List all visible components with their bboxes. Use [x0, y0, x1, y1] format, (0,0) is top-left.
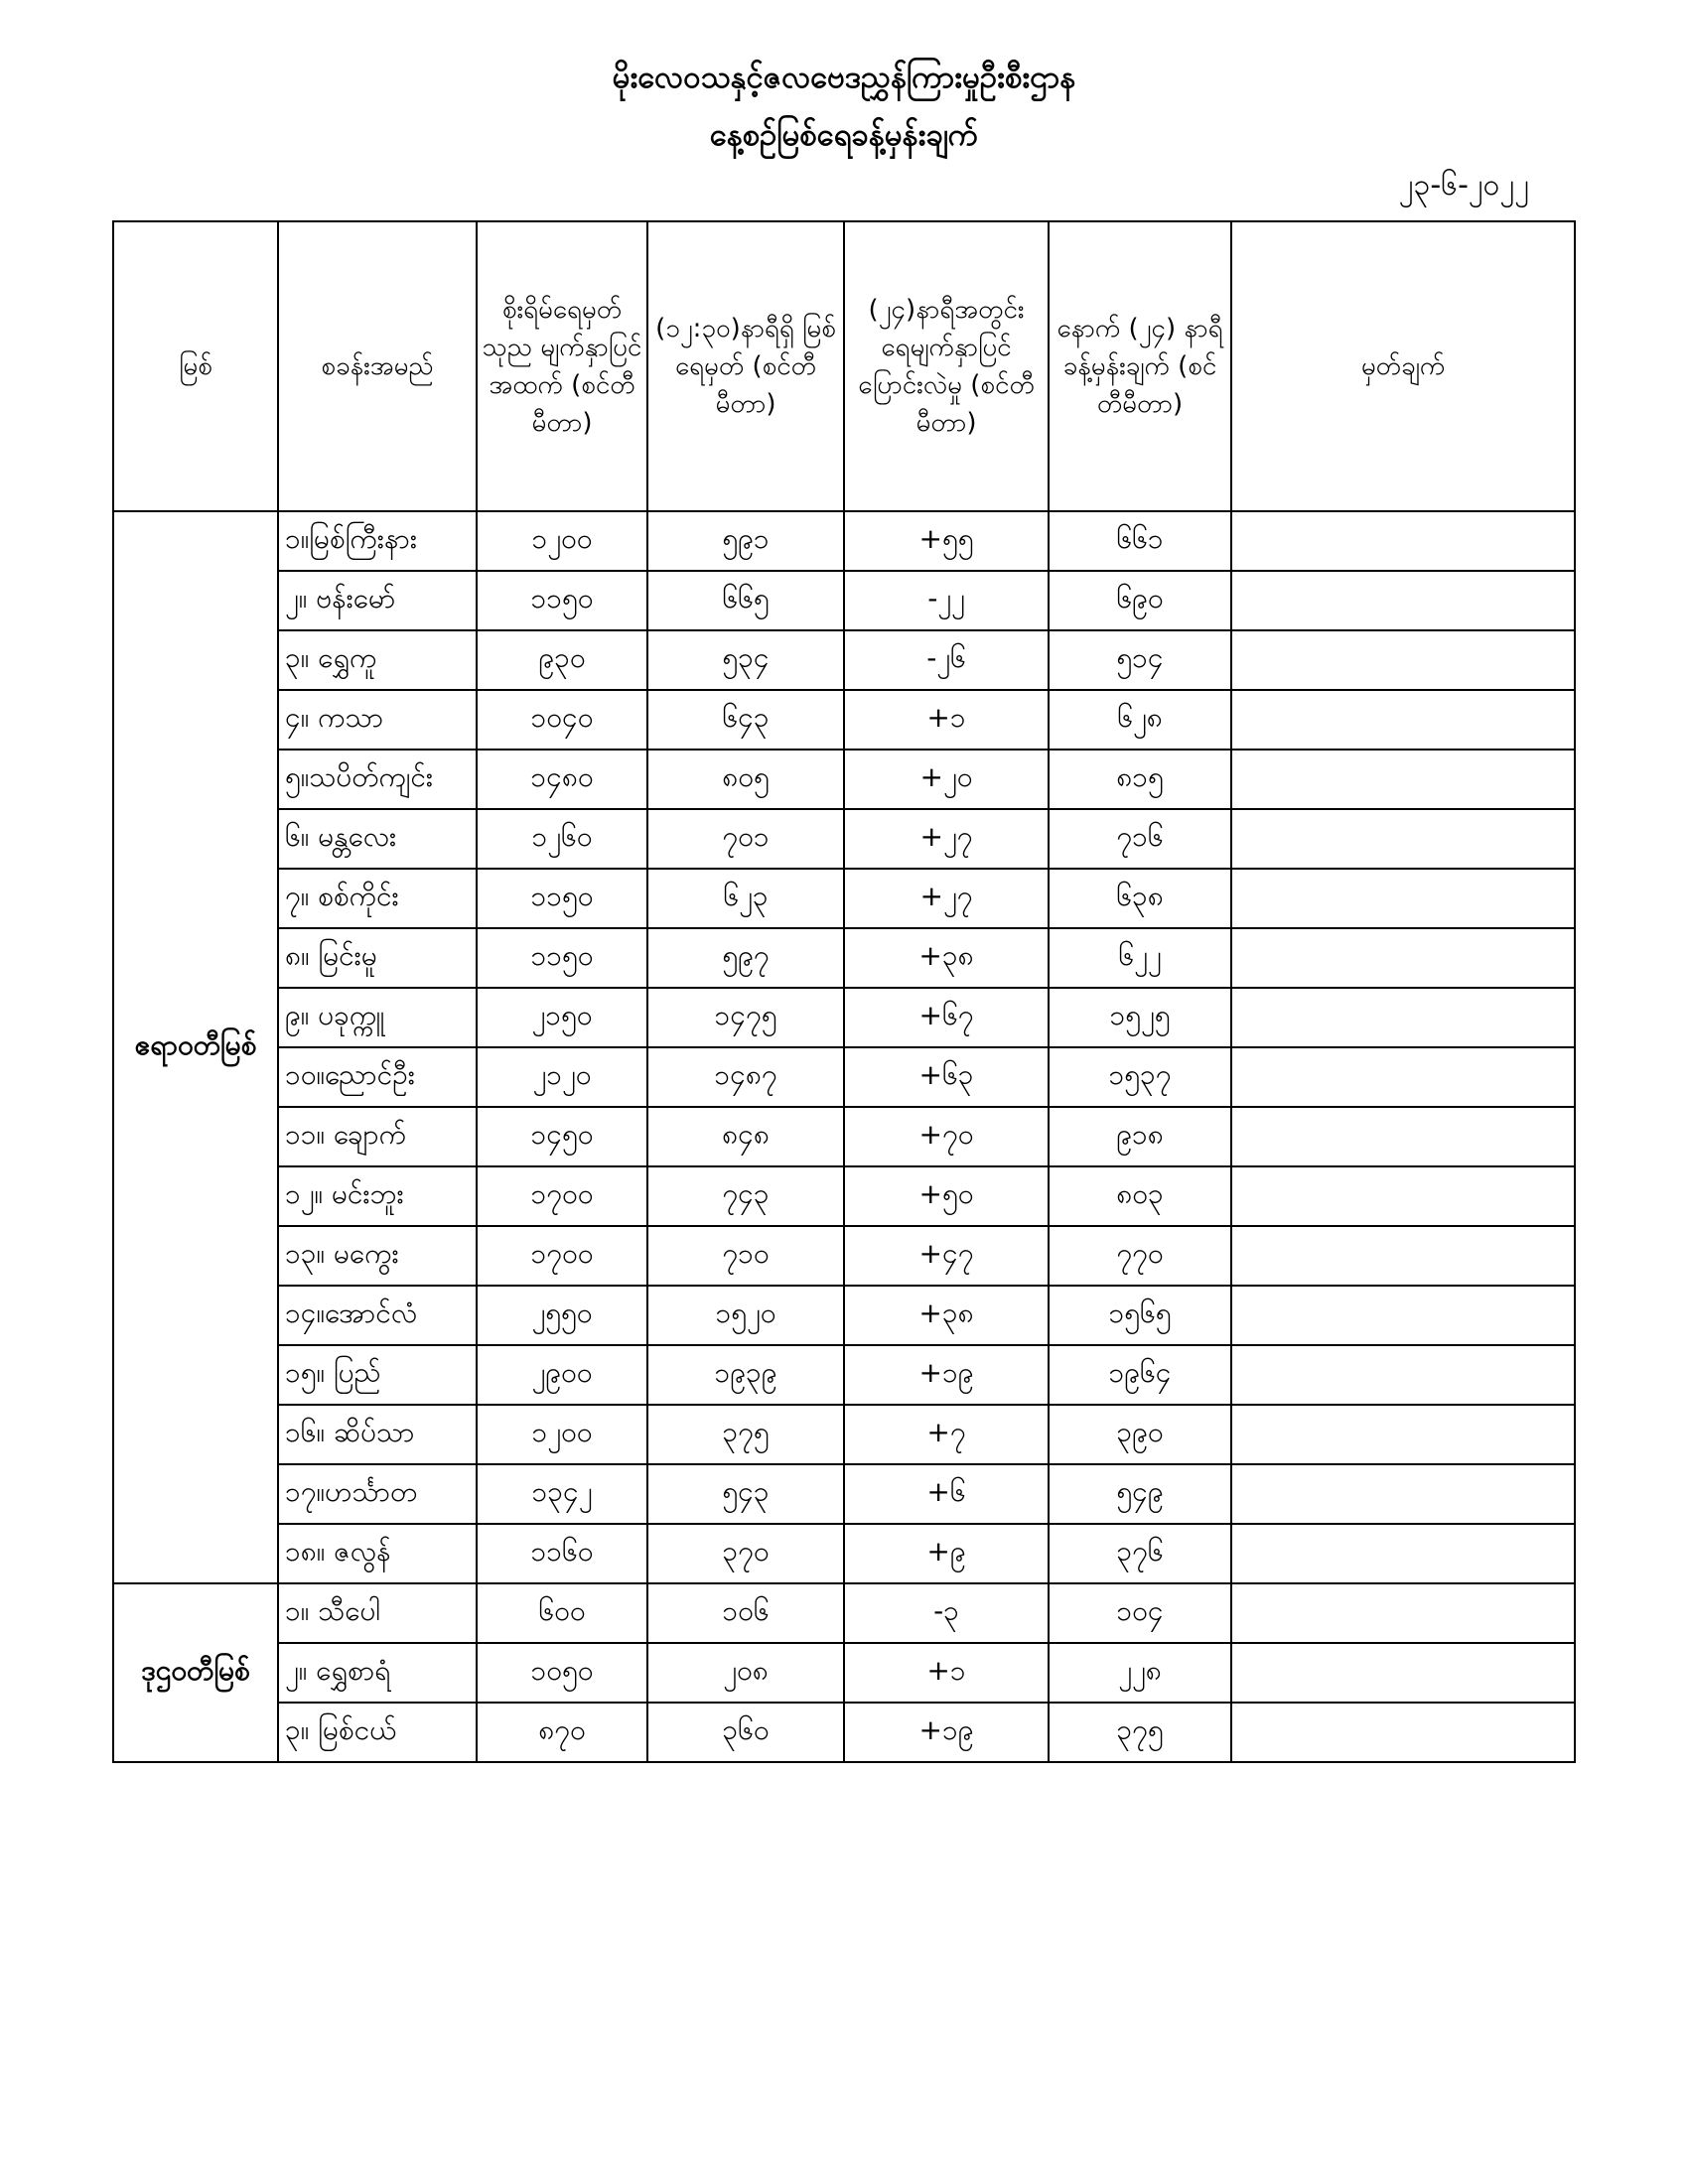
header-row	[113, 221, 1575, 511]
forecast-cell: ၅၄၉	[1049, 1464, 1231, 1524]
table-row	[113, 1524, 1575, 1583]
forecast-cell: ၁၅၃၇	[1049, 1047, 1231, 1107]
current-level-cell: ၇၁၀	[647, 1226, 844, 1286]
station-cell: ၂။ ရွှေစာရံ	[278, 1643, 477, 1703]
current-level-cell: ၃၇၅	[647, 1405, 844, 1464]
forecast-cell: ၆၉၀	[1049, 571, 1231, 630]
change-cell: +၅၀	[844, 1166, 1049, 1226]
station-cell: ၁၈။ ဇလွန်	[278, 1524, 477, 1583]
current-level-cell: ၁၉၃၉	[647, 1345, 844, 1405]
danger-level-cell: ၆၀၀	[477, 1583, 647, 1643]
forecast-cell: ၆၂၈	[1049, 690, 1231, 750]
remark-cell	[1231, 1226, 1575, 1286]
table-row	[113, 1107, 1575, 1166]
report-subtitle: နေ့စဉ်မြစ်ရေခန့်မှန်းချက်	[709, 117, 979, 153]
change-cell: -၃	[844, 1583, 1049, 1643]
table-row	[113, 1464, 1575, 1524]
station-cell: ၁၃။ မကွေး	[278, 1226, 477, 1286]
table-row	[113, 1286, 1575, 1345]
current-level-cell: ၅၉၁	[647, 511, 844, 571]
change-cell: +၇၀	[844, 1107, 1049, 1166]
col-header-station: စခန်းအမည်	[278, 221, 477, 511]
remark-cell	[1231, 1405, 1575, 1464]
change-cell: +၆၇	[844, 988, 1049, 1047]
current-level-cell: ၁၅၂၀	[647, 1286, 844, 1345]
table-row	[113, 571, 1575, 630]
current-level-cell: ၃၆၀	[647, 1703, 844, 1762]
report-date: ၂၃-၆-၂၀၂၂	[1398, 168, 1529, 203]
danger-level-cell: ၁၂၀၀	[477, 511, 647, 571]
forecast-cell: ၁၀၄	[1049, 1583, 1231, 1643]
forecast-cell: ၈၁၅	[1049, 750, 1231, 809]
danger-level-cell: ၁၀၄၀	[477, 690, 647, 750]
danger-level-cell: ၁၇၀၀	[477, 1226, 647, 1286]
station-cell: ၃။ မြစ်ငယ်	[278, 1703, 477, 1762]
station-cell: ၈။ မြင်းမူ	[278, 928, 477, 988]
danger-level-cell: ၈၇၀	[477, 1703, 647, 1762]
table-row	[113, 1703, 1575, 1762]
station-cell: ၆။ မန္တလေး	[278, 809, 477, 869]
change-cell: -၂၆	[844, 630, 1049, 690]
danger-level-cell: ၁၄၈၀	[477, 750, 647, 809]
station-cell: ၅။သပိတ်ကျင်း	[278, 750, 477, 809]
remark-cell	[1231, 988, 1575, 1047]
change-cell: +၆	[844, 1464, 1049, 1524]
station-cell: ၁၀။ညောင်ဦး	[278, 1047, 477, 1107]
current-level-cell: ၈၀၅	[647, 750, 844, 809]
danger-level-cell: ၁၄၅၀	[477, 1107, 647, 1166]
station-cell: ၁၆။ ဆိပ်သာ	[278, 1405, 477, 1464]
station-cell: ၄။ ကသာ	[278, 690, 477, 750]
current-level-cell: ၅၉၇	[647, 928, 844, 988]
col-header-forecast: နောက် (၂၄) နာရီ ခန့်မှန်းချက် (စင်တီမီတာ)	[1049, 221, 1231, 511]
river-forecast-table	[112, 220, 1576, 1763]
remark-cell	[1231, 750, 1575, 809]
table-row	[113, 1166, 1575, 1226]
current-level-cell: ၇၄၃	[647, 1166, 844, 1226]
forecast-cell: ၆၆၁	[1049, 511, 1231, 571]
danger-level-cell: ၂၉၀၀	[477, 1345, 647, 1405]
table-row	[113, 1583, 1575, 1643]
forecast-cell: ၅၁၄	[1049, 630, 1231, 690]
change-cell: +၁၉	[844, 1703, 1049, 1762]
table-row	[113, 809, 1575, 869]
change-cell: +၂၇	[844, 869, 1049, 928]
change-cell: +၆၃	[844, 1047, 1049, 1107]
danger-level-cell: ၁၂၀၀	[477, 1405, 647, 1464]
station-cell: ၇။ စစ်ကိုင်း	[278, 869, 477, 928]
danger-level-cell: ၁၁၅၀	[477, 571, 647, 630]
remark-cell	[1231, 690, 1575, 750]
remark-cell	[1231, 1464, 1575, 1524]
remark-cell	[1231, 511, 1575, 571]
forecast-cell: ၃၇၆	[1049, 1524, 1231, 1583]
change-cell: +၁	[844, 690, 1049, 750]
col-header-remark: မှတ်ချက်	[1231, 221, 1575, 511]
station-cell: ၁၄။အောင်လံ	[278, 1286, 477, 1345]
station-cell: ၂။ ဗန်းမော်	[278, 571, 477, 630]
report-title: မိုးလေဝသနှင့်ဇလဗေဒညွှန်ကြားမှုဦးစီးဌာန	[612, 60, 1076, 95]
forecast-cell: ၆၂၂	[1049, 928, 1231, 988]
current-level-cell: ၃၇၀	[647, 1524, 844, 1583]
river-name-cell: ဧရာဝတီမြစ်	[113, 511, 278, 1583]
station-cell: ၁၂။ မင်းဘူး	[278, 1166, 477, 1226]
forecast-cell: ၆၃၈	[1049, 869, 1231, 928]
remark-cell	[1231, 1047, 1575, 1107]
forecast-cell: ၂၂၈	[1049, 1643, 1231, 1703]
table-row	[113, 988, 1575, 1047]
change-cell: +၃၈	[844, 1286, 1049, 1345]
current-level-cell: ၁၄၇၅	[647, 988, 844, 1047]
table-row	[113, 630, 1575, 690]
table-row	[113, 511, 1575, 571]
remark-cell	[1231, 809, 1575, 869]
remark-cell	[1231, 571, 1575, 630]
table-row	[113, 1405, 1575, 1464]
station-cell: ၉။ ပခုက္ကူ	[278, 988, 477, 1047]
danger-level-cell: ၁၂၆၀	[477, 809, 647, 869]
forecast-cell: ၁၅၂၅	[1049, 988, 1231, 1047]
danger-level-cell: ၁၃၄၂	[477, 1464, 647, 1524]
remark-cell	[1231, 1107, 1575, 1166]
danger-level-cell: ၁၇၀၀	[477, 1166, 647, 1226]
danger-level-cell: ၁၀၅၀	[477, 1643, 647, 1703]
col-header-river: မြစ်	[113, 221, 278, 511]
col-header-change: (၂၄)နာရီအတွင်း ရေမျက်နှာပြင် ပြောင်းလဲမှု (စင်တီမီတာ)	[844, 221, 1049, 511]
station-cell: ၃။ ရွှေကူ	[278, 630, 477, 690]
change-cell: +၁	[844, 1643, 1049, 1703]
station-cell: ၁၁။ ချောက်	[278, 1107, 477, 1166]
table-row	[113, 690, 1575, 750]
table-row	[113, 1345, 1575, 1405]
danger-level-cell: ၁၁၆၀	[477, 1524, 647, 1583]
station-cell: ၁၅။ ပြည်	[278, 1345, 477, 1405]
remark-cell	[1231, 630, 1575, 690]
change-cell: +၅၅	[844, 511, 1049, 571]
river-name-cell: ဒုဌဝတီမြစ်	[113, 1583, 278, 1762]
current-level-cell: ၆၆၅	[647, 571, 844, 630]
danger-level-cell: ၁၁၅၀	[477, 928, 647, 988]
table-row	[113, 750, 1575, 809]
forecast-cell: ၃၇၅	[1049, 1703, 1231, 1762]
danger-level-cell: ၁၁၅၀	[477, 869, 647, 928]
remark-cell	[1231, 1345, 1575, 1405]
forecast-cell: ၁၉၆၄	[1049, 1345, 1231, 1405]
current-level-cell: ၇၀၁	[647, 809, 844, 869]
change-cell: +၇	[844, 1405, 1049, 1464]
forecast-cell: ၈၀၃	[1049, 1166, 1231, 1226]
change-cell: +၉	[844, 1524, 1049, 1583]
current-level-cell: ၆၂၃	[647, 869, 844, 928]
change-cell: +၂၀	[844, 750, 1049, 809]
table-row	[113, 928, 1575, 988]
current-level-cell: ၂၀၈	[647, 1643, 844, 1703]
danger-level-cell: ၂၁၂၀	[477, 1047, 647, 1107]
change-cell: +၄၇	[844, 1226, 1049, 1286]
danger-level-cell: ၉၃၀	[477, 630, 647, 690]
remark-cell	[1231, 1643, 1575, 1703]
current-level-cell: ၅၃၄	[647, 630, 844, 690]
remark-cell	[1231, 1286, 1575, 1345]
remark-cell	[1231, 1583, 1575, 1643]
table-row	[113, 1047, 1575, 1107]
current-level-cell: ၅၄၃	[647, 1464, 844, 1524]
change-cell: +၃၈	[844, 928, 1049, 988]
danger-level-cell: ၂၅၅၀	[477, 1286, 647, 1345]
col-header-current-level: (၁၂:၃၀)နာရီရှိ မြစ်ရေမှတ် (စင်တီမီတာ)	[647, 221, 844, 511]
table-row	[113, 1226, 1575, 1286]
forecast-cell: ၁၅၆၅	[1049, 1286, 1231, 1345]
forecast-cell: ၉၁၈	[1049, 1107, 1231, 1166]
remark-cell	[1231, 1703, 1575, 1762]
remark-cell	[1231, 1524, 1575, 1583]
station-cell: ၁၇။ဟင်္သာတ	[278, 1464, 477, 1524]
forecast-cell: ၇၇၀	[1049, 1226, 1231, 1286]
current-level-cell: ၁၄၈၇	[647, 1047, 844, 1107]
forecast-cell: ၃၉၀	[1049, 1405, 1231, 1464]
forecast-cell: ၇၁၆	[1049, 809, 1231, 869]
col-header-danger-level: စိုးရိမ်ရေမှတ် သုည မျက်နှာပြင် အထက် (စင်တီမီတာ)	[477, 221, 647, 511]
change-cell: +၁၉	[844, 1345, 1049, 1405]
remark-cell	[1231, 869, 1575, 928]
station-cell: ၁။မြစ်ကြီးနား	[278, 511, 477, 571]
table-row	[113, 1643, 1575, 1703]
current-level-cell: ၁၀၆	[647, 1583, 844, 1643]
current-level-cell: ၆၄၃	[647, 690, 844, 750]
station-cell: ၁။ သီပေါ	[278, 1583, 477, 1643]
change-cell: +၂၇	[844, 809, 1049, 869]
change-cell: -၂၂	[844, 571, 1049, 630]
danger-level-cell: ၂၁၅၀	[477, 988, 647, 1047]
remark-cell	[1231, 1166, 1575, 1226]
table-row	[113, 869, 1575, 928]
current-level-cell: ၈၄၈	[647, 1107, 844, 1166]
remark-cell	[1231, 928, 1575, 988]
